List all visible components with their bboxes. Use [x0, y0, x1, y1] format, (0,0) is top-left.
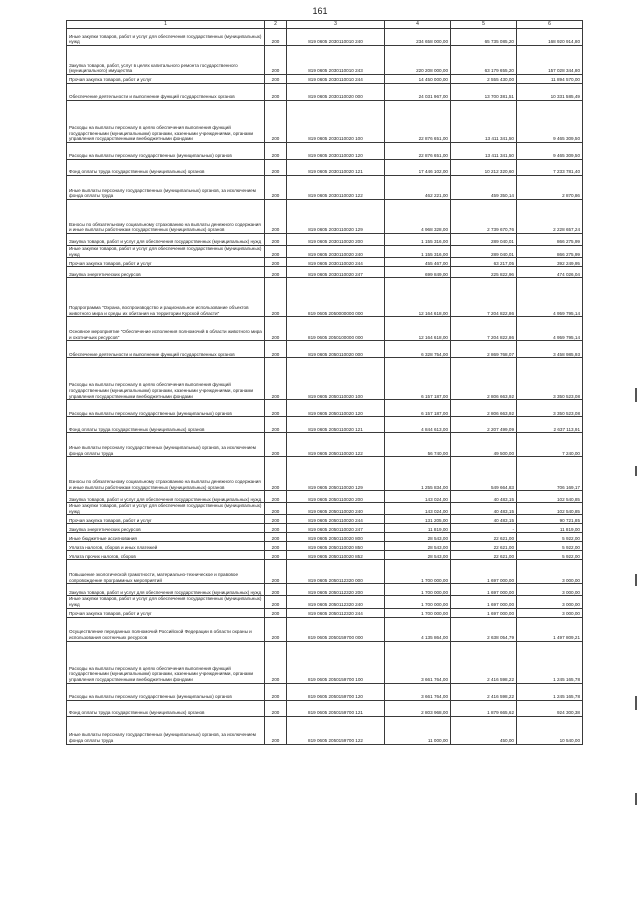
row-executed-cell: 1 697 000,00: [451, 608, 517, 617]
row-name-cell: Расходы на выплаты персоналу государственных (муниципальных) органов: [67, 143, 265, 160]
row-name-cell: Повышение экологической грамотности, материально-техническое и правовое сопровождение программных мероприятий: [67, 560, 265, 584]
row-approved-cell: 14 450 000,00: [385, 75, 451, 84]
row-approved-cell: 22 876 651,00: [385, 143, 451, 160]
row-grbs-cell: 200: [265, 258, 287, 267]
table-row: [67, 433, 583, 457]
table-row: [67, 457, 583, 491]
row-code-cell: 819 0605 2050110020 800: [287, 533, 385, 542]
table-row: [67, 716, 583, 744]
row-executed-cell: 65 735 085,20: [451, 29, 517, 46]
row-code-cell: 819 0605 2030110020 247: [287, 267, 385, 278]
row-name-cell: Иные закупки товаров, работ и услуг для обеспечения государственных (муниципальных) нужд: [67, 596, 265, 608]
row-grbs-cell: 200: [265, 542, 287, 551]
table-row: [67, 417, 583, 433]
table-row: [67, 246, 583, 258]
row-grbs-cell: 200: [265, 29, 287, 46]
row-grbs-cell: 200: [265, 596, 287, 608]
row-approved-cell: 28 543,00: [385, 533, 451, 542]
row-executed-cell: 1 697 000,00: [451, 560, 517, 584]
row-approved-cell: 28 543,00: [385, 542, 451, 551]
row-remaining-cell: 11 819,00: [517, 524, 583, 533]
row-grbs-cell: 200: [265, 551, 287, 560]
row-name-cell: Расходы на выплаты персоналу в целях обеспечения выполнения функций государственными (муниципальными) органами, казенными учреждениями, органами управления государственными внебюджетными фондами: [67, 101, 265, 143]
row-name-cell: Иные бюджетные ассигнования: [67, 533, 265, 542]
row-name-cell: Иные выплаты персоналу государственных (муниципальных) органов, за исключением фонда оплаты труда: [67, 716, 265, 744]
row-name-cell: Расходы на выплаты персоналу в целях обеспечения выполнения функций государственными (муниципальными) органами, казенными учреждениями, органами управления государственными внебюджетными фондами: [67, 641, 265, 683]
table-row: [67, 143, 583, 160]
row-executed-cell: 450,00: [451, 716, 517, 744]
row-grbs-cell: 200: [265, 234, 287, 246]
table-row: [67, 542, 583, 551]
row-approved-cell: 3 661 764,00: [385, 641, 451, 683]
row-code-cell: 819 0605 2050110020 244: [287, 515, 385, 524]
row-name-cell: Прочая закупка товаров, работ и услуг: [67, 75, 265, 84]
row-executed-cell: 1 879 665,62: [451, 700, 517, 716]
row-executed-cell: 225 822,96: [451, 267, 517, 278]
row-executed-cell: 2 555 430,00: [451, 75, 517, 84]
row-name-cell: Обеспечение деятельности и выполнение функций государственных органов: [67, 84, 265, 101]
table-row: [67, 515, 583, 524]
row-remaining-cell: 3 350 523,08: [517, 400, 583, 417]
row-remaining-cell: 5 922,00: [517, 551, 583, 560]
row-executed-cell: 63 179 655,20: [451, 46, 517, 75]
row-name-cell: Иные закупки товаров, работ и услуг для обеспечения государственных (муниципальных) нужд: [67, 29, 265, 46]
row-approved-cell: 1 255 834,00: [385, 457, 451, 491]
row-grbs-cell: 200: [265, 457, 287, 491]
row-code-cell: 819 0605 2030110020 200: [287, 234, 385, 246]
row-approved-cell: 11 000,00: [385, 716, 451, 744]
row-name-cell: Иные выплаты персоналу государственных (муниципальных) органов, за исключением фонда оплаты труда: [67, 433, 265, 457]
row-executed-cell: 13 411 341,50: [451, 143, 517, 160]
row-code-cell: 819 0605 2050110020 240: [287, 503, 385, 515]
row-remaining-cell: 1 245 165,78: [517, 683, 583, 700]
row-code-cell: 819 0605 2050110020 247: [287, 524, 385, 533]
row-executed-cell: 459 350,14: [451, 176, 517, 200]
row-grbs-cell: 200: [265, 700, 287, 716]
header-cell: 2: [265, 21, 287, 29]
row-approved-cell: 143 024,00: [385, 491, 451, 503]
row-remaining-cell: 10 540,00: [517, 716, 583, 744]
row-name-cell: Закупка товаров, работ, услуг в целях капитального ремонта государственного (муниципального) имущества: [67, 46, 265, 75]
row-approved-cell: 4 968 328,00: [385, 200, 451, 234]
row-code-cell: 819 0605 2050112320 000: [287, 560, 385, 584]
row-code-cell: 819 0605 2050110020 200: [287, 491, 385, 503]
row-approved-cell: 17 446 102,00: [385, 160, 451, 176]
row-executed-cell: 40 483,15: [451, 515, 517, 524]
table-row: [67, 234, 583, 246]
row-executed-cell: 2 739 670,76: [451, 200, 517, 234]
row-executed-cell: 2 806 663,92: [451, 400, 517, 417]
row-grbs-cell: 200: [265, 503, 287, 515]
row-grbs-cell: 200: [265, 267, 287, 278]
row-grbs-cell: 200: [265, 524, 287, 533]
row-approved-cell: 6 157 187,00: [385, 358, 451, 400]
row-remaining-cell: 4 959 795,14: [517, 278, 583, 317]
row-approved-cell: 1 700 000,00: [385, 584, 451, 596]
table-row: [67, 358, 583, 400]
row-code-cell: 819 0605 2030110020 129: [287, 200, 385, 234]
row-approved-cell: 234 658 000,00: [385, 29, 451, 46]
row-executed-cell: 7 204 822,86: [451, 278, 517, 317]
row-name-cell: Закупка товаров, работ и услуг для обеспечения государственных (муниципальных) нужд: [67, 234, 265, 246]
row-approved-cell: 1 700 000,00: [385, 596, 451, 608]
table-row: [67, 160, 583, 176]
row-name-cell: Иные закупки товаров, работ и услуг для обеспечения государственных (муниципальных) нужд: [67, 503, 265, 515]
row-name-cell: Закупка товаров, работ и услуг для обеспечения государственных (муниципальных) нужд: [67, 584, 265, 596]
row-remaining-cell: 924 300,38: [517, 700, 583, 716]
row-executed-cell: 2 416 598,22: [451, 641, 517, 683]
row-approved-cell: 143 024,00: [385, 503, 451, 515]
row-approved-cell: 12 164 618,00: [385, 317, 451, 341]
row-remaining-cell: 157 028 344,80: [517, 46, 583, 75]
table-row: [67, 258, 583, 267]
page-number: 161: [312, 6, 328, 16]
row-remaining-cell: 168 920 914,80: [517, 29, 583, 46]
row-executed-cell: 2 869 768,07: [451, 341, 517, 358]
row-grbs-cell: 200: [265, 358, 287, 400]
row-executed-cell: 22 621,00: [451, 533, 517, 542]
row-approved-cell: 12 164 618,00: [385, 278, 451, 317]
row-approved-cell: 2 803 968,00: [385, 700, 451, 716]
row-grbs-cell: 200: [265, 683, 287, 700]
table-row: [67, 400, 583, 417]
row-remaining-cell: 866 275,99: [517, 234, 583, 246]
row-executed-cell: 63 217,05: [451, 258, 517, 267]
row-code-cell: 819 0605 2050100000 000: [287, 317, 385, 341]
row-grbs-cell: 200: [265, 317, 287, 341]
row-grbs-cell: 200: [265, 143, 287, 160]
row-name-cell: Подпрограмма "Охрана, воспроизводство и рациональное использование объектов животного мира и среды их обитания на территории Курской области": [67, 278, 265, 317]
row-grbs-cell: 200: [265, 433, 287, 457]
row-approved-cell: 699 849,00: [385, 267, 451, 278]
row-code-cell: 819 0605 2050110020 120: [287, 400, 385, 417]
row-executed-cell: 49 500,00: [451, 433, 517, 457]
row-remaining-cell: 7 240,00: [517, 433, 583, 457]
header-cell: 5: [451, 21, 517, 29]
row-code-cell: 819 0605 2050159700 122: [287, 716, 385, 744]
row-remaining-cell: 3 000,00: [517, 584, 583, 596]
row-remaining-cell: 2 870,86: [517, 176, 583, 200]
row-remaining-cell: 2 637 113,91: [517, 417, 583, 433]
row-name-cell: Иные закупки товаров, работ и услуг для обеспечения государственных (муниципальных) нужд: [67, 246, 265, 258]
row-approved-cell: 22 876 651,00: [385, 101, 451, 143]
row-code-cell: 819 0605 2050110020 121: [287, 417, 385, 433]
row-grbs-cell: 200: [265, 533, 287, 542]
row-executed-cell: 2 416 598,22: [451, 683, 517, 700]
row-remaining-cell: 3 458 985,93: [517, 341, 583, 358]
row-approved-cell: 3 661 764,00: [385, 683, 451, 700]
row-code-cell: 819 0605 2030110020 122: [287, 176, 385, 200]
row-executed-cell: 40 483,15: [451, 491, 517, 503]
row-approved-cell: 1 700 000,00: [385, 608, 451, 617]
table-row: [67, 524, 583, 533]
row-code-cell: 819 0605 2050110020 129: [287, 457, 385, 491]
row-approved-cell: 455 467,00: [385, 258, 451, 267]
row-name-cell: Иные выплаты персоналу государственных (муниципальных) органов, за исключением фонда оплаты труда: [67, 176, 265, 200]
row-executed-cell: 2 806 663,92: [451, 358, 517, 400]
row-remaining-cell: 706 169,17: [517, 457, 583, 491]
header-cell: 1: [67, 21, 265, 29]
row-code-cell: 819 0605 2050110020 850: [287, 542, 385, 551]
row-code-cell: 819 0605 2050110020 852: [287, 551, 385, 560]
row-name-cell: Закупка энергетических ресурсов: [67, 524, 265, 533]
row-approved-cell: 56 740,00: [385, 433, 451, 457]
row-name-cell: Взносы по обязательному социальному страхованию на выплаты денежного содержания и иные выплаты работникам государственных (муниципальных) органов: [67, 200, 265, 234]
table-row: [67, 317, 583, 341]
row-approved-cell: 1 700 000,00: [385, 560, 451, 584]
row-approved-cell: 1 155 316,00: [385, 246, 451, 258]
row-grbs-cell: 200: [265, 75, 287, 84]
row-code-cell: 819 0605 2030110020 240: [287, 246, 385, 258]
row-name-cell: Уплата налогов, сборов и иных платежей: [67, 542, 265, 551]
row-remaining-cell: 90 721,85: [517, 515, 583, 524]
table-row: [67, 101, 583, 143]
table-row: [67, 700, 583, 716]
row-grbs-cell: 200: [265, 160, 287, 176]
row-grbs-cell: 200: [265, 200, 287, 234]
row-code-cell: 819 0605 2030110020 121: [287, 160, 385, 176]
row-code-cell: 819 0605 2030110020 000: [287, 84, 385, 101]
row-name-cell: Прочая закупка товаров, работ и услуг: [67, 515, 265, 524]
row-executed-cell: 2 207 499,09: [451, 417, 517, 433]
row-grbs-cell: 200: [265, 278, 287, 317]
row-code-cell: 819 0605 2030110010 240: [287, 29, 385, 46]
table-row: [67, 503, 583, 515]
row-name-cell: Уплата прочих налогов, сборов: [67, 551, 265, 560]
header-cell: 4: [385, 21, 451, 29]
row-code-cell: 819 0605 2030110010 244: [287, 75, 385, 84]
row-remaining-cell: 5 922,00: [517, 542, 583, 551]
row-name-cell: Расходы на выплаты персоналу государственных (муниципальных) органов: [67, 400, 265, 417]
table-row: [67, 617, 583, 641]
table-header-row: [67, 21, 583, 29]
row-code-cell: 819 0605 2050110020 100: [287, 358, 385, 400]
row-code-cell: 819 0605 2050112320 240: [287, 596, 385, 608]
row-approved-cell: 24 031 967,00: [385, 84, 451, 101]
row-grbs-cell: 200: [265, 400, 287, 417]
row-approved-cell: 28 543,00: [385, 551, 451, 560]
row-remaining-cell: 1 497 809,21: [517, 617, 583, 641]
row-code-cell: 819 0605 2050112320 244: [287, 608, 385, 617]
row-grbs-cell: 200: [265, 491, 287, 503]
row-remaining-cell: 392 249,95: [517, 258, 583, 267]
table-row: [67, 176, 583, 200]
row-approved-cell: 462 221,00: [385, 176, 451, 200]
row-name-cell: Фонд оплаты труда государственных (муниципальных) органов: [67, 417, 265, 433]
row-approved-cell: 6 157 187,00: [385, 400, 451, 417]
row-remaining-cell: 3 350 523,08: [517, 358, 583, 400]
header-cell: 6: [517, 21, 583, 29]
row-remaining-cell: 9 465 309,50: [517, 143, 583, 160]
row-name-cell: Прочая закупка товаров, работ и услуг: [67, 608, 265, 617]
table-row: [67, 341, 583, 358]
row-approved-cell: 6 328 754,00: [385, 341, 451, 358]
row-remaining-cell: 5 922,00: [517, 533, 583, 542]
table-row: [67, 491, 583, 503]
row-executed-cell: 289 040,01: [451, 234, 517, 246]
row-executed-cell: 22 621,00: [451, 542, 517, 551]
row-grbs-cell: 200: [265, 641, 287, 683]
row-code-cell: 819 0605 2050159700 120: [287, 683, 385, 700]
row-code-cell: 819 0605 2030110020 120: [287, 143, 385, 160]
row-code-cell: 819 0605 2050159700 100: [287, 641, 385, 683]
row-name-cell: Обеспечение деятельности и выполнение функций государственных органов: [67, 341, 265, 358]
table-row: [67, 683, 583, 700]
row-executed-cell: 1 697 000,00: [451, 584, 517, 596]
row-executed-cell: 2 638 054,79: [451, 617, 517, 641]
table-row: [67, 29, 583, 46]
row-grbs-cell: 200: [265, 617, 287, 641]
row-grbs-cell: 200: [265, 341, 287, 358]
row-name-cell: Закупка энергетических ресурсов: [67, 267, 265, 278]
row-remaining-cell: 4 959 795,14: [517, 317, 583, 341]
table-row: [67, 641, 583, 683]
row-code-cell: 819 0605 2030110010 243: [287, 46, 385, 75]
table-row: [67, 46, 583, 75]
row-approved-cell: 1 155 316,00: [385, 234, 451, 246]
row-approved-cell: 131 205,00: [385, 515, 451, 524]
row-remaining-cell: 7 233 781,40: [517, 160, 583, 176]
row-grbs-cell: 200: [265, 608, 287, 617]
row-approved-cell: 11 819,00: [385, 524, 451, 533]
row-grbs-cell: 200: [265, 515, 287, 524]
row-executed-cell: 7 204 822,86: [451, 317, 517, 341]
row-grbs-cell: 200: [265, 417, 287, 433]
row-name-cell: Фонд оплаты труда государственных (муниципальных) органов: [67, 160, 265, 176]
row-remaining-cell: 10 331 585,49: [517, 84, 583, 101]
row-executed-cell: 13 411 341,50: [451, 101, 517, 143]
table-row: [67, 551, 583, 560]
row-executed-cell: 289 040,01: [451, 246, 517, 258]
row-executed-cell: 13 700 381,51: [451, 84, 517, 101]
row-remaining-cell: 9 465 309,50: [517, 101, 583, 143]
table-row: [67, 608, 583, 617]
table-row: [67, 584, 583, 596]
budget-table: [66, 20, 583, 745]
row-remaining-cell: 3 000,00: [517, 608, 583, 617]
row-grbs-cell: 200: [265, 246, 287, 258]
row-remaining-cell: 102 540,85: [517, 503, 583, 515]
row-name-cell: Осуществление переданных полномочий Российской Федерации в области охраны и использования охотничьих ресурсов: [67, 617, 265, 641]
row-grbs-cell: 200: [265, 176, 287, 200]
row-name-cell: Расходы на выплаты персоналу в целях обеспечения выполнения функций государственными (муниципальными) органами, казенными учреждениями, органами управления государственными внебюджетными фондами: [67, 358, 265, 400]
table-row: [67, 75, 583, 84]
row-remaining-cell: 3 000,00: [517, 596, 583, 608]
table-row: [67, 278, 583, 317]
scan-edge-marks: [633, 0, 637, 905]
row-remaining-cell: 474 026,04: [517, 267, 583, 278]
row-grbs-cell: 200: [265, 584, 287, 596]
row-executed-cell: 10 212 320,60: [451, 160, 517, 176]
row-code-cell: 819 0605 2050000000 000: [287, 278, 385, 317]
row-name-cell: Прочая закупка товаров, работ и услуг: [67, 258, 265, 267]
row-remaining-cell: 11 894 570,00: [517, 75, 583, 84]
row-executed-cell: 40 483,15: [451, 503, 517, 515]
table-row: [67, 84, 583, 101]
row-grbs-cell: 200: [265, 560, 287, 584]
row-grbs-cell: 200: [265, 101, 287, 143]
table-row: [67, 200, 583, 234]
row-grbs-cell: 200: [265, 84, 287, 101]
row-remaining-cell: 102 540,85: [517, 491, 583, 503]
row-executed-cell: 22 621,00: [451, 551, 517, 560]
row-executed-cell: 1 697 000,00: [451, 596, 517, 608]
row-remaining-cell: 3 000,00: [517, 560, 583, 584]
row-code-cell: 819 0605 2030110020 100: [287, 101, 385, 143]
row-code-cell: 819 0605 2030110020 244: [287, 258, 385, 267]
row-remaining-cell: 866 275,99: [517, 246, 583, 258]
row-name-cell: Фонд оплаты труда государственных (муниципальных) органов: [67, 700, 265, 716]
row-executed-cell: -: [451, 524, 517, 533]
row-approved-cell: 220 208 000,00: [385, 46, 451, 75]
row-executed-cell: 549 664,83: [451, 457, 517, 491]
header-cell: 3: [287, 21, 385, 29]
row-name-cell: Закупка товаров, работ и услуг для обеспечения государственных (муниципальных) нужд: [67, 491, 265, 503]
row-remaining-cell: 2 228 657,24: [517, 200, 583, 234]
table-row: [67, 596, 583, 608]
row-remaining-cell: 1 245 165,78: [517, 641, 583, 683]
row-grbs-cell: 200: [265, 716, 287, 744]
row-code-cell: 819 0605 2050112320 200: [287, 584, 385, 596]
row-code-cell: 819 0605 2050159700 000: [287, 617, 385, 641]
row-name-cell: Расходы на выплаты персоналу государственных (муниципальных) органов: [67, 683, 265, 700]
row-name-cell: Основное мероприятие "Обеспечение исполнения полномочий в области животного мира и охотничьих ресурсов": [67, 317, 265, 341]
table-row: [67, 533, 583, 542]
row-name-cell: Взносы по обязательному социальному страхованию на выплаты денежного содержания и иные выплаты работникам государственных (муниципальных) органов: [67, 457, 265, 491]
row-code-cell: 819 0605 2050110020 122: [287, 433, 385, 457]
row-grbs-cell: 200: [265, 46, 287, 75]
table-row: [67, 560, 583, 584]
row-approved-cell: 4 844 613,00: [385, 417, 451, 433]
row-code-cell: 819 0605 2050110020 000: [287, 341, 385, 358]
table-row: [67, 267, 583, 278]
row-code-cell: 819 0605 2050159700 121: [287, 700, 385, 716]
row-approved-cell: 4 135 864,00: [385, 617, 451, 641]
